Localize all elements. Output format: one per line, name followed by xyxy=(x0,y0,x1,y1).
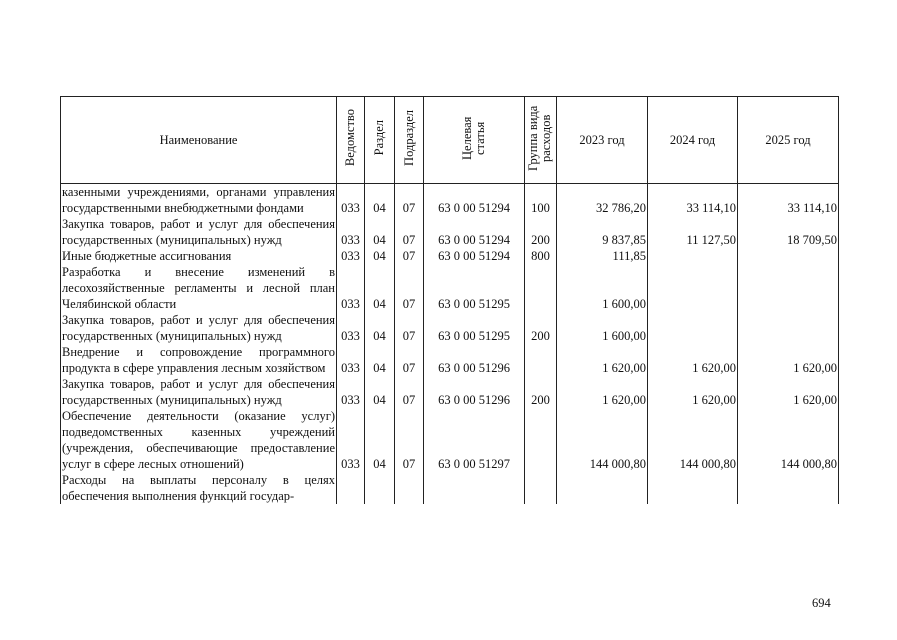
cell-gruppa-vida: 200 xyxy=(525,376,557,408)
header-vedomstvo: Ведомство xyxy=(337,97,365,184)
cell-vedomstvo: 033 xyxy=(337,248,365,264)
cell-2023: 32 786,20 xyxy=(557,184,648,217)
header-2024: 2024 год xyxy=(648,97,738,184)
cell-gruppa-vida xyxy=(525,408,557,472)
table-row xyxy=(61,184,839,217)
cell-celevaya-statya: 63 0 00 51294 xyxy=(424,248,525,264)
cell-celevaya-statya xyxy=(424,472,525,504)
cell-2024: 33 114,10 xyxy=(648,184,738,217)
cell-razdel: 04 xyxy=(365,344,395,376)
cell-2023: 111,85 xyxy=(557,248,648,264)
cell-name: Иные бюджетные ассигнования xyxy=(61,248,337,264)
cell-podrazdel: 07 xyxy=(395,248,424,264)
cell-2023: 1 600,00 xyxy=(557,264,648,312)
header-celevaya-statya: Целевая статья xyxy=(424,97,525,184)
cell-gruppa-vida: 200 xyxy=(525,312,557,344)
cell-gruppa-vida xyxy=(525,344,557,376)
cell-celevaya-statya: 63 0 00 51297 xyxy=(424,408,525,472)
cell-razdel xyxy=(365,472,395,504)
cell-razdel: 04 xyxy=(365,312,395,344)
cell-gruppa-vida: 800 xyxy=(525,248,557,264)
table-row xyxy=(61,472,839,504)
cell-podrazdel: 07 xyxy=(395,312,424,344)
cell-2025: 18 709,50 xyxy=(738,216,839,248)
cell-2023: 144 000,80 xyxy=(557,408,648,472)
header-name: Наименование xyxy=(61,97,337,184)
header-razdel: Раздел xyxy=(365,97,395,184)
cell-celevaya-statya: 63 0 00 51295 xyxy=(424,264,525,312)
cell-podrazdel: 07 xyxy=(395,344,424,376)
table-row xyxy=(61,264,839,312)
cell-razdel: 04 xyxy=(365,216,395,248)
table-header-row xyxy=(61,97,839,184)
header-2023: 2023 год xyxy=(557,97,648,184)
cell-vedomstvo: 033 xyxy=(337,184,365,217)
cell-2024 xyxy=(648,264,738,312)
cell-2024 xyxy=(648,248,738,264)
cell-razdel: 04 xyxy=(365,376,395,408)
cell-vedomstvo: 033 xyxy=(337,216,365,248)
cell-2025 xyxy=(738,472,839,504)
cell-celevaya-statya: 63 0 00 51294 xyxy=(424,216,525,248)
cell-2024 xyxy=(648,472,738,504)
cell-2024: 1 620,00 xyxy=(648,344,738,376)
table-row xyxy=(61,376,839,408)
cell-2023: 1 620,00 xyxy=(557,376,648,408)
cell-name: Закупка товаров, работ и услуг для обеспечения государственных (муниципальных) нужд xyxy=(62,217,335,247)
table-row xyxy=(61,248,839,264)
cell-name: Обеспечение деятельности (оказание услуг) подведомственных казенных учреждений (учреждения, обеспечивающие предоставление услуг в сфере лесных отношений) xyxy=(62,409,335,471)
header-podrazdel: Подраздел xyxy=(395,97,424,184)
cell-2023: 1 620,00 xyxy=(557,344,648,376)
header-2025: 2025 год xyxy=(738,97,839,184)
cell-2025 xyxy=(738,248,839,264)
cell-razdel: 04 xyxy=(365,264,395,312)
cell-2024: 1 620,00 xyxy=(648,376,738,408)
cell-gruppa-vida: 100 xyxy=(525,184,557,217)
cell-vedomstvo: 033 xyxy=(337,408,365,472)
cell-vedomstvo: 033 xyxy=(337,376,365,408)
cell-2025: 1 620,00 xyxy=(738,376,839,408)
cell-2024: 11 127,50 xyxy=(648,216,738,248)
cell-podrazdel: 07 xyxy=(395,408,424,472)
cell-name: Закупка товаров, работ и услуг для обеспечения государственных (муниципальных) нужд xyxy=(62,313,335,343)
cell-celevaya-statya: 63 0 00 51296 xyxy=(424,376,525,408)
page-number: 694 xyxy=(812,596,831,610)
cell-razdel: 04 xyxy=(365,248,395,264)
cell-2024 xyxy=(648,312,738,344)
cell-gruppa-vida: 200 xyxy=(525,216,557,248)
cell-podrazdel: 07 xyxy=(395,184,424,217)
cell-2025: 33 114,10 xyxy=(738,184,839,217)
cell-podrazdel: 07 xyxy=(395,216,424,248)
cell-2025 xyxy=(738,264,839,312)
cell-2025: 1 620,00 xyxy=(738,344,839,376)
cell-2025 xyxy=(738,312,839,344)
table-row xyxy=(61,216,839,248)
cell-celevaya-statya: 63 0 00 51294 xyxy=(424,184,525,217)
cell-vedomstvo: 033 xyxy=(337,344,365,376)
cell-2025: 144 000,80 xyxy=(738,408,839,472)
table-body xyxy=(61,184,839,505)
cell-name: Разработка и внесение изменений в лесохозяйственные регламенты и лесной план Челябинской области xyxy=(62,265,335,311)
cell-name: Расходы на выплаты персоналу в целях обеспечения выполнения функций государ- xyxy=(62,473,335,503)
cell-gruppa-vida xyxy=(525,264,557,312)
cell-vedomstvo: 033 xyxy=(337,264,365,312)
cell-celevaya-statya: 63 0 00 51296 xyxy=(424,344,525,376)
cell-vedomstvo: 033 xyxy=(337,312,365,344)
cell-name: казенными учреждениями, органами управления государственными внебюджетными фондами xyxy=(62,185,335,215)
cell-gruppa-vida xyxy=(525,472,557,504)
cell-vedomstvo xyxy=(337,472,365,504)
cell-razdel: 04 xyxy=(365,408,395,472)
cell-podrazdel: 07 xyxy=(395,264,424,312)
table-row xyxy=(61,312,839,344)
table-row xyxy=(61,408,839,472)
cell-podrazdel xyxy=(395,472,424,504)
header-gruppa-vida: Группа вида расходов xyxy=(525,97,557,184)
cell-2023: 1 600,00 xyxy=(557,312,648,344)
cell-2024: 144 000,80 xyxy=(648,408,738,472)
cell-2023: 9 837,85 xyxy=(557,216,648,248)
cell-podrazdel: 07 xyxy=(395,376,424,408)
cell-2023 xyxy=(557,472,648,504)
cell-celevaya-statya: 63 0 00 51295 xyxy=(424,312,525,344)
table-row xyxy=(61,344,839,376)
cell-razdel: 04 xyxy=(365,184,395,217)
cell-name: Закупка товаров, работ и услуг для обеспечения государственных (муниципальных) нужд xyxy=(62,377,335,407)
cell-name: Внедрение и сопровождение программного продукта в сфере управления лесным хозяйством xyxy=(62,345,335,375)
budget-table xyxy=(60,96,839,504)
